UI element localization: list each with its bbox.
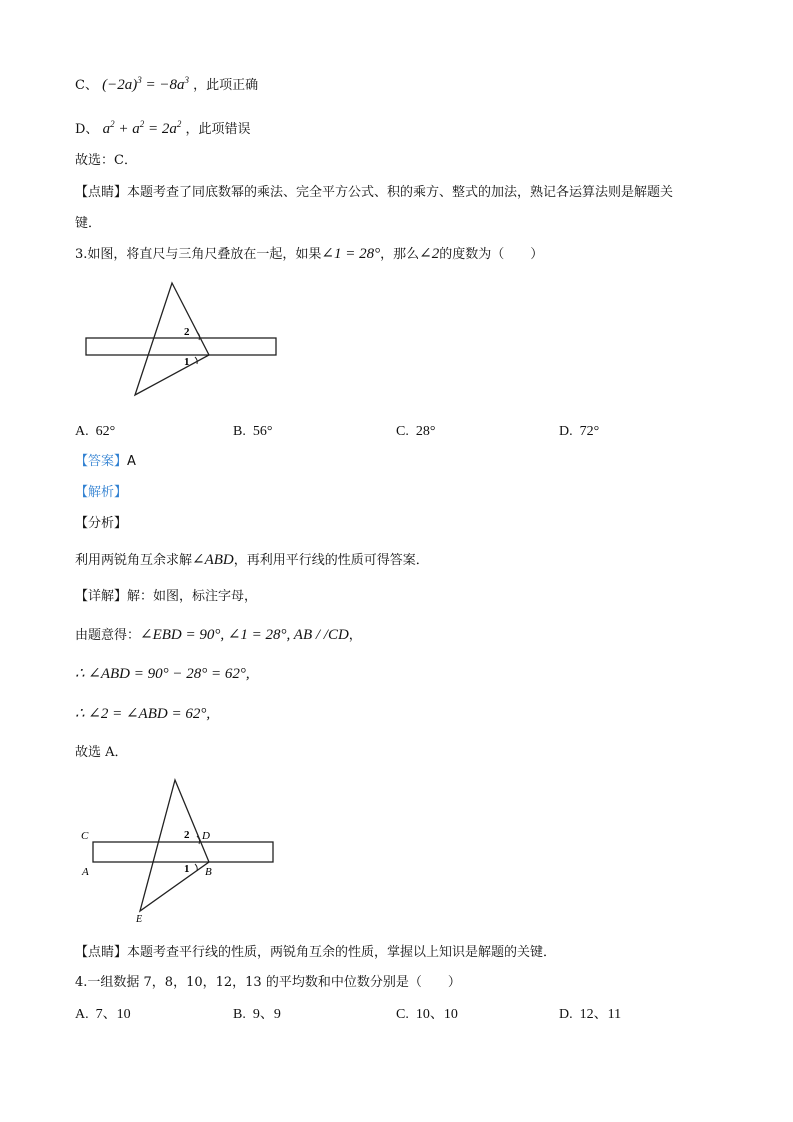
reasoning-line: 利用两锐角互余求解∠ABD，再利用平行线的性质可得答案． <box>75 552 429 568</box>
figure1-angle2-label: 2 <box>184 326 190 338</box>
q4-option-b[interactable]: B. 9、9 <box>233 1007 281 1022</box>
comment-1: 【点睛】本题考查了同底数幂的乘法、完全平方公式、积的乘方、整式的加法，熟记各运算法则是解题关 <box>75 185 674 200</box>
step-2: ∴ ∠2 = ∠ABD = 62°, <box>75 706 211 722</box>
answer-value: A <box>127 454 136 469</box>
figure2-point-d: D <box>202 830 210 842</box>
q3-angle2-math: ∠2 <box>419 246 440 262</box>
figure1-angle1-label: 1 <box>184 356 190 368</box>
q4-option-d[interactable]: D. 12、11 <box>559 1007 622 1022</box>
answer-line <box>75 453 136 471</box>
figure2-angle2-label: 2 <box>184 829 190 841</box>
fenxi-label: 【分析】 <box>75 516 128 531</box>
figure2-angle1-label: 1 <box>184 863 190 875</box>
choose-c: 故选：C． <box>75 153 137 168</box>
figure-ruler-triangle <box>85 282 285 402</box>
figure2-point-e: E <box>136 914 143 925</box>
figure2-point-b: B <box>205 866 212 878</box>
q3-option-d[interactable]: D. 72° <box>559 424 600 439</box>
figure2-point-a: A <box>82 866 89 878</box>
question-3: 3.如图，将直尺与三角尺叠放在一起，如果∠1 = 28°，那么∠2的度数为（ ） <box>75 246 544 262</box>
question-4: 4.一组数据 7，8，10，12，13 的平均数和中位数分别是（ ） <box>75 975 461 990</box>
q3-option-c[interactable]: C. 28° <box>396 424 436 439</box>
q4-option-c[interactable]: C. 10、10 <box>396 1007 458 1022</box>
given-math: ∠EBD = 90°, ∠1 = 28°, AB / /CD <box>140 627 349 643</box>
option-d-expression: $a^2 + a^2 = 2a^2$ <box>102 119 182 137</box>
q3-option-a[interactable]: A. 62° <box>75 424 116 439</box>
option-d-line: D、 $a^2 + a^2 = 2a^2$ ，此项错误 <box>75 119 251 137</box>
given-line: 由题意得：∠EBD = 90°, ∠1 = 28°, AB / /CD， <box>75 627 362 643</box>
option-c-expression: $(-2a)^3 = -8a^3$ <box>102 75 189 93</box>
figure-labeled <box>78 778 298 928</box>
choose-a: 故选 A． <box>75 745 128 760</box>
q3-option-b[interactable]: B. 56° <box>233 424 273 439</box>
comment-1-continued: 键． <box>75 216 102 231</box>
answer-label: 【答案】 <box>75 454 128 469</box>
comment-2: 【点睛】本题考查平行线的性质，两锐角互余的性质，掌握以上知识是解题的关键． <box>75 945 557 960</box>
analysis-label: 【解析】 <box>75 485 128 500</box>
figure2-point-c: C <box>81 830 89 842</box>
detail-line: 【详解】解：如图，标注字母， <box>75 589 258 604</box>
q3-angle1-math: ∠1 = 28° <box>321 246 381 262</box>
q4-option-a[interactable]: A. 7、10 <box>75 1007 131 1022</box>
step-1: ∴ ∠ABD = 90° − 28° = 62°, <box>75 666 250 682</box>
option-c-line: C、 $(-2a)^3 = -8a^3$ ，此项正确 <box>75 75 259 93</box>
reasoning-math: ∠ABD <box>192 552 234 568</box>
